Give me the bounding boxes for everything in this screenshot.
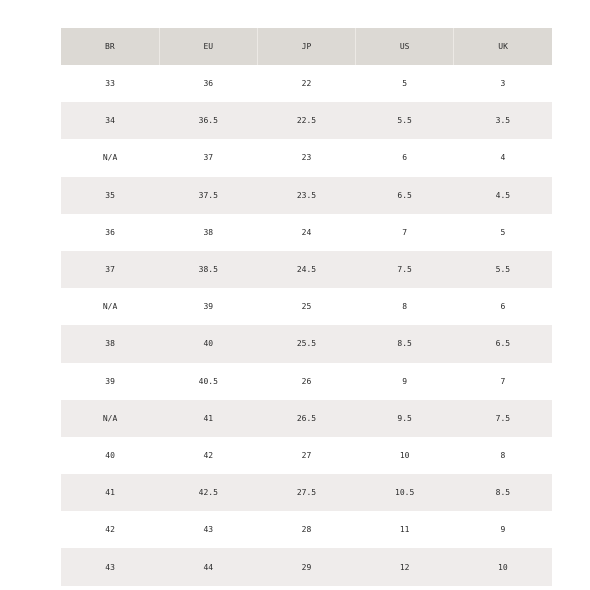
cell-jp: 24.5	[296, 265, 317, 275]
cell-us: 7.5	[397, 265, 412, 275]
table-row	[61, 511, 552, 548]
table-row	[61, 548, 552, 585]
cell-jp: 26.5	[296, 413, 317, 423]
size-conversion-table	[61, 28, 552, 586]
cell-eu: 38	[203, 227, 214, 237]
cell-us: 9.5	[397, 413, 412, 423]
cell-uk: 5.5	[495, 265, 511, 275]
column-header-br: BR	[61, 28, 159, 65]
cell-us: 10.5	[395, 488, 415, 498]
cell-br: 39	[105, 376, 115, 386]
cell-uk: 4	[500, 153, 506, 163]
table-row	[61, 288, 552, 325]
cell-br: 36	[105, 227, 115, 237]
cell-uk: 8	[500, 450, 506, 460]
cell-eu: 41	[203, 413, 214, 423]
cell-eu: 37	[203, 153, 214, 163]
cell-uk: 8.5	[495, 488, 511, 498]
header-row	[61, 28, 552, 65]
cell-uk: 3.5	[495, 116, 511, 126]
cell-eu: 36.5	[198, 116, 218, 126]
table-row	[61, 325, 552, 362]
cell-us: 7	[402, 227, 408, 237]
cell-uk: 6.5	[495, 339, 511, 349]
cell-eu: 36	[203, 79, 214, 89]
cell-jp: 26	[301, 376, 312, 386]
cell-us: 11	[399, 525, 410, 535]
cell-br: 41	[105, 488, 115, 498]
cell-uk: 7.5	[495, 413, 511, 423]
cell-jp: 29	[301, 562, 312, 572]
cell-us: 5	[402, 79, 408, 89]
cell-jp: 22	[301, 79, 312, 89]
table-row	[61, 102, 552, 139]
cell-us: 10	[399, 450, 410, 460]
column-header-uk: UK	[498, 42, 508, 51]
cell-uk: 6	[500, 302, 506, 312]
cell-br: 33	[105, 79, 115, 89]
table-row	[61, 177, 552, 214]
cell-br: N/A	[102, 302, 118, 312]
table-row	[61, 400, 552, 437]
table-row	[61, 139, 552, 176]
column-header-eu: EU	[159, 28, 257, 65]
cell-uk: 7	[500, 376, 506, 386]
cell-us: 6.5	[397, 190, 412, 200]
cell-jp: 25	[301, 302, 312, 312]
cell-uk: 4.5	[495, 190, 511, 200]
cell-eu: 42.5	[198, 488, 218, 498]
cell-br: 35	[105, 190, 115, 200]
column-header-jp: JP	[257, 28, 355, 65]
cell-jp: 23.5	[296, 190, 317, 200]
cell-jp: 28	[301, 525, 312, 535]
cell-us: 9	[402, 376, 408, 386]
cell-us: 8	[402, 302, 408, 312]
table-row	[61, 437, 552, 474]
table-row	[61, 65, 552, 102]
cell-jp: 23	[301, 153, 312, 163]
cell-br: 43	[105, 562, 115, 572]
cell-us: 12	[399, 562, 410, 572]
cell-eu: 43	[203, 525, 214, 535]
table-body	[61, 65, 552, 586]
cell-eu: 44	[203, 562, 214, 572]
table-row	[61, 251, 552, 288]
cell-jp: 22.5	[296, 116, 317, 126]
cell-br: 38	[105, 339, 115, 349]
table-row	[61, 363, 552, 400]
cell-br: 42	[105, 525, 115, 535]
cell-br: N/A	[102, 153, 118, 163]
cell-eu: 42	[203, 450, 214, 460]
cell-eu: 37.5	[198, 190, 218, 200]
cell-us: 5.5	[397, 116, 412, 126]
cell-uk: 9	[500, 525, 506, 535]
cell-eu: 40	[203, 339, 214, 349]
cell-us: 8.5	[397, 339, 412, 349]
cell-us: 6	[402, 153, 408, 163]
cell-br: 37	[105, 265, 115, 275]
table-header	[61, 28, 552, 65]
cell-br: 34	[105, 116, 115, 126]
cell-uk: 10	[498, 562, 508, 572]
cell-uk: 5	[500, 227, 506, 237]
cell-jp: 25.5	[296, 339, 317, 349]
cell-eu: 38.5	[198, 265, 218, 275]
cell-br: N/A	[102, 413, 118, 423]
cell-br: 40	[105, 450, 115, 460]
table-row	[61, 214, 552, 251]
cell-jp: 24	[301, 227, 312, 237]
cell-uk: 3	[500, 79, 506, 89]
cell-jp: 27	[301, 450, 312, 460]
cell-eu: 40.5	[198, 376, 218, 386]
table-row	[61, 474, 552, 511]
column-header-us: US	[356, 28, 454, 65]
cell-eu: 39	[203, 302, 214, 312]
cell-jp: 27.5	[296, 488, 317, 498]
